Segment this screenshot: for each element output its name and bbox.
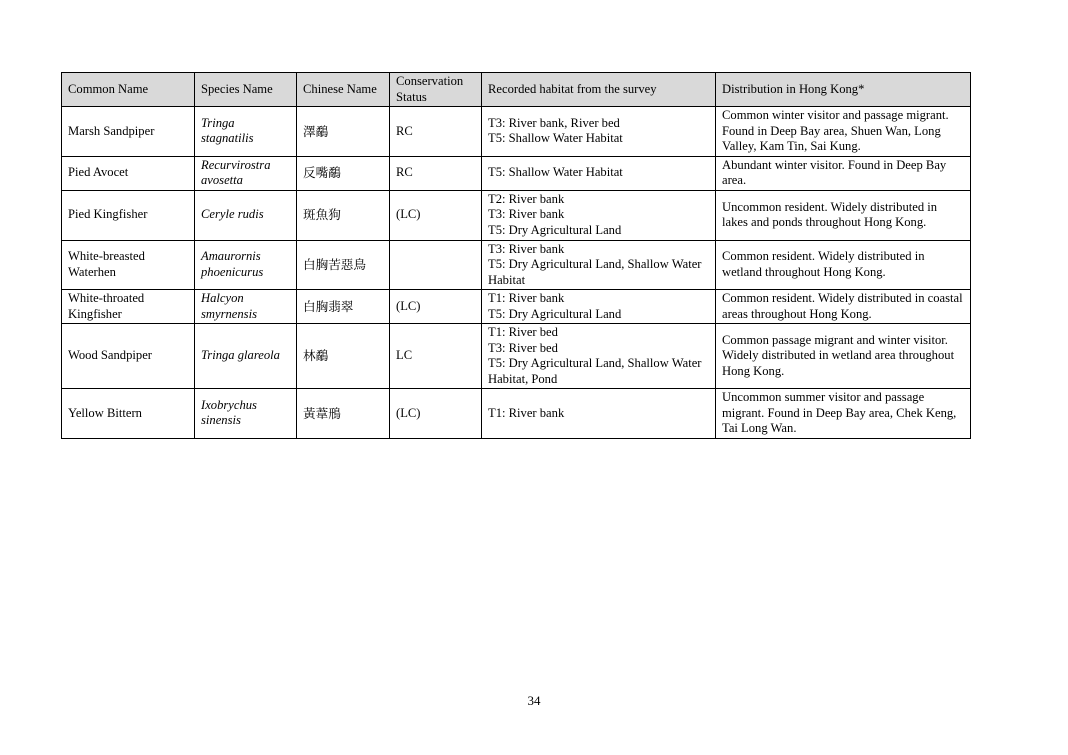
species-name-cell: Recurvirostra avosetta	[195, 156, 297, 190]
species-name-cell: Tringa glareola	[195, 324, 297, 389]
common-name-cell: White-throated Kingfisher	[62, 290, 195, 324]
chinese-name-cell: 澤鷸	[297, 107, 390, 157]
habitat-cell	[482, 240, 716, 290]
habitat-cell	[482, 190, 716, 240]
header-species-name: Species Name	[195, 73, 297, 107]
habitat-cell	[482, 107, 716, 157]
species-name-cell: Ixobrychus sinensis	[195, 389, 297, 439]
chinese-name-cell: 白胸苦惡鳥	[297, 240, 390, 290]
status-cell: (LC)	[390, 389, 482, 439]
distribution-cell: Uncommon summer visitor and passage migrant. Found in Deep Bay area, Chek Keng, Tai Long Wan.	[716, 389, 971, 439]
chinese-name-cell: 林鷸	[297, 324, 390, 389]
header-distribution: Distribution in Hong Kong*	[716, 73, 971, 107]
table-row	[62, 324, 971, 389]
distribution-cell: Common passage migrant and winter visitor. Widely distributed in wetland area throughout Hong Kong.	[716, 324, 971, 389]
table-row	[62, 240, 971, 290]
status-cell: RC	[390, 107, 482, 157]
habitat-line: T5: Dry Agricultural Land	[488, 222, 622, 237]
distribution-cell: Abundant winter visitor. Found in Deep Bay area.	[716, 156, 971, 190]
header-conservation-status: Conservation Status	[390, 73, 482, 107]
table-row	[62, 389, 971, 439]
common-name-cell: Pied Avocet	[62, 156, 195, 190]
header-chinese-name: Chinese Name	[297, 73, 390, 107]
table-row	[62, 190, 971, 240]
habitat-line: T5: Dry Agricultural Land	[488, 306, 622, 321]
common-name-cell: Yellow Bittern	[62, 389, 195, 439]
distribution-cell: Common resident. Widely distributed in wetland throughout Hong Kong.	[716, 240, 971, 290]
common-name-cell: Wood Sandpiper	[62, 324, 195, 389]
habitat-line: T3: River bed	[488, 340, 558, 355]
species-name-cell: Halcyon smyrnensis	[195, 290, 297, 324]
common-name-cell: Pied Kingfisher	[62, 190, 195, 240]
species-table	[61, 72, 971, 439]
header-common-name: Common Name	[62, 73, 195, 107]
habitat-cell	[482, 290, 716, 324]
habitat-line: T3: River bank, River bed	[488, 115, 620, 130]
habitat-line: T1: River bank	[488, 291, 565, 305]
table-row	[62, 107, 971, 157]
distribution-cell: Uncommon resident. Widely distributed in lakes and ponds throughout Hong Kong.	[716, 190, 971, 240]
common-name-cell: White-breasted Waterhen	[62, 240, 195, 290]
habitat-line: T3: River bank	[488, 207, 565, 222]
status-cell: (LC)	[390, 190, 482, 240]
page-number: 34	[527, 693, 541, 708]
habitat-line: T5: Shallow Water Habitat	[488, 131, 623, 146]
chinese-name-cell: 斑魚狗	[297, 190, 390, 240]
habitat-line: T5: Shallow Water Habitat	[488, 165, 623, 180]
distribution-cell: Common resident. Widely distributed in coastal areas throughout Hong Kong.	[716, 290, 971, 324]
table-row	[62, 156, 971, 190]
species-name-cell: Amaurornis phoenicurus	[195, 240, 297, 290]
distribution-cell: Common winter visitor and passage migrant. Found in Deep Bay area, Shuen Wan, Long Valley, Kam Tin, Sai Kung.	[716, 107, 971, 157]
header-row	[62, 73, 971, 107]
species-name-cell: Tringa stagnatilis	[195, 107, 297, 157]
table-row	[62, 290, 971, 324]
status-cell: (LC)	[390, 290, 482, 324]
habitat-line: T5: Dry Agricultural Land, Shallow Water Habitat, Pond	[488, 356, 702, 386]
habitat-line: T2: River bank	[488, 191, 565, 206]
habitat-line: T1: River bank	[488, 405, 565, 420]
habitat-line: T1: River bed	[488, 325, 558, 339]
habitat-line: T5: Dry Agricultural Land, Shallow Water Habitat	[488, 257, 702, 287]
habitat-cell	[482, 389, 716, 439]
status-cell: LC	[390, 324, 482, 389]
habitat-line: T3: River bank	[488, 241, 565, 256]
chinese-name-cell: 反嘴鷸	[297, 156, 390, 190]
habitat-cell	[482, 156, 716, 190]
common-name-cell: Marsh Sandpiper	[62, 107, 195, 157]
status-cell	[390, 240, 482, 290]
habitat-cell	[482, 324, 716, 389]
status-cell: RC	[390, 156, 482, 190]
chinese-name-cell: 白胸翡翠	[297, 290, 390, 324]
chinese-name-cell: 黃葦鳽	[297, 389, 390, 439]
header-recorded-habitat: Recorded habitat from the survey	[482, 73, 716, 107]
species-name-cell: Ceryle rudis	[195, 190, 297, 240]
